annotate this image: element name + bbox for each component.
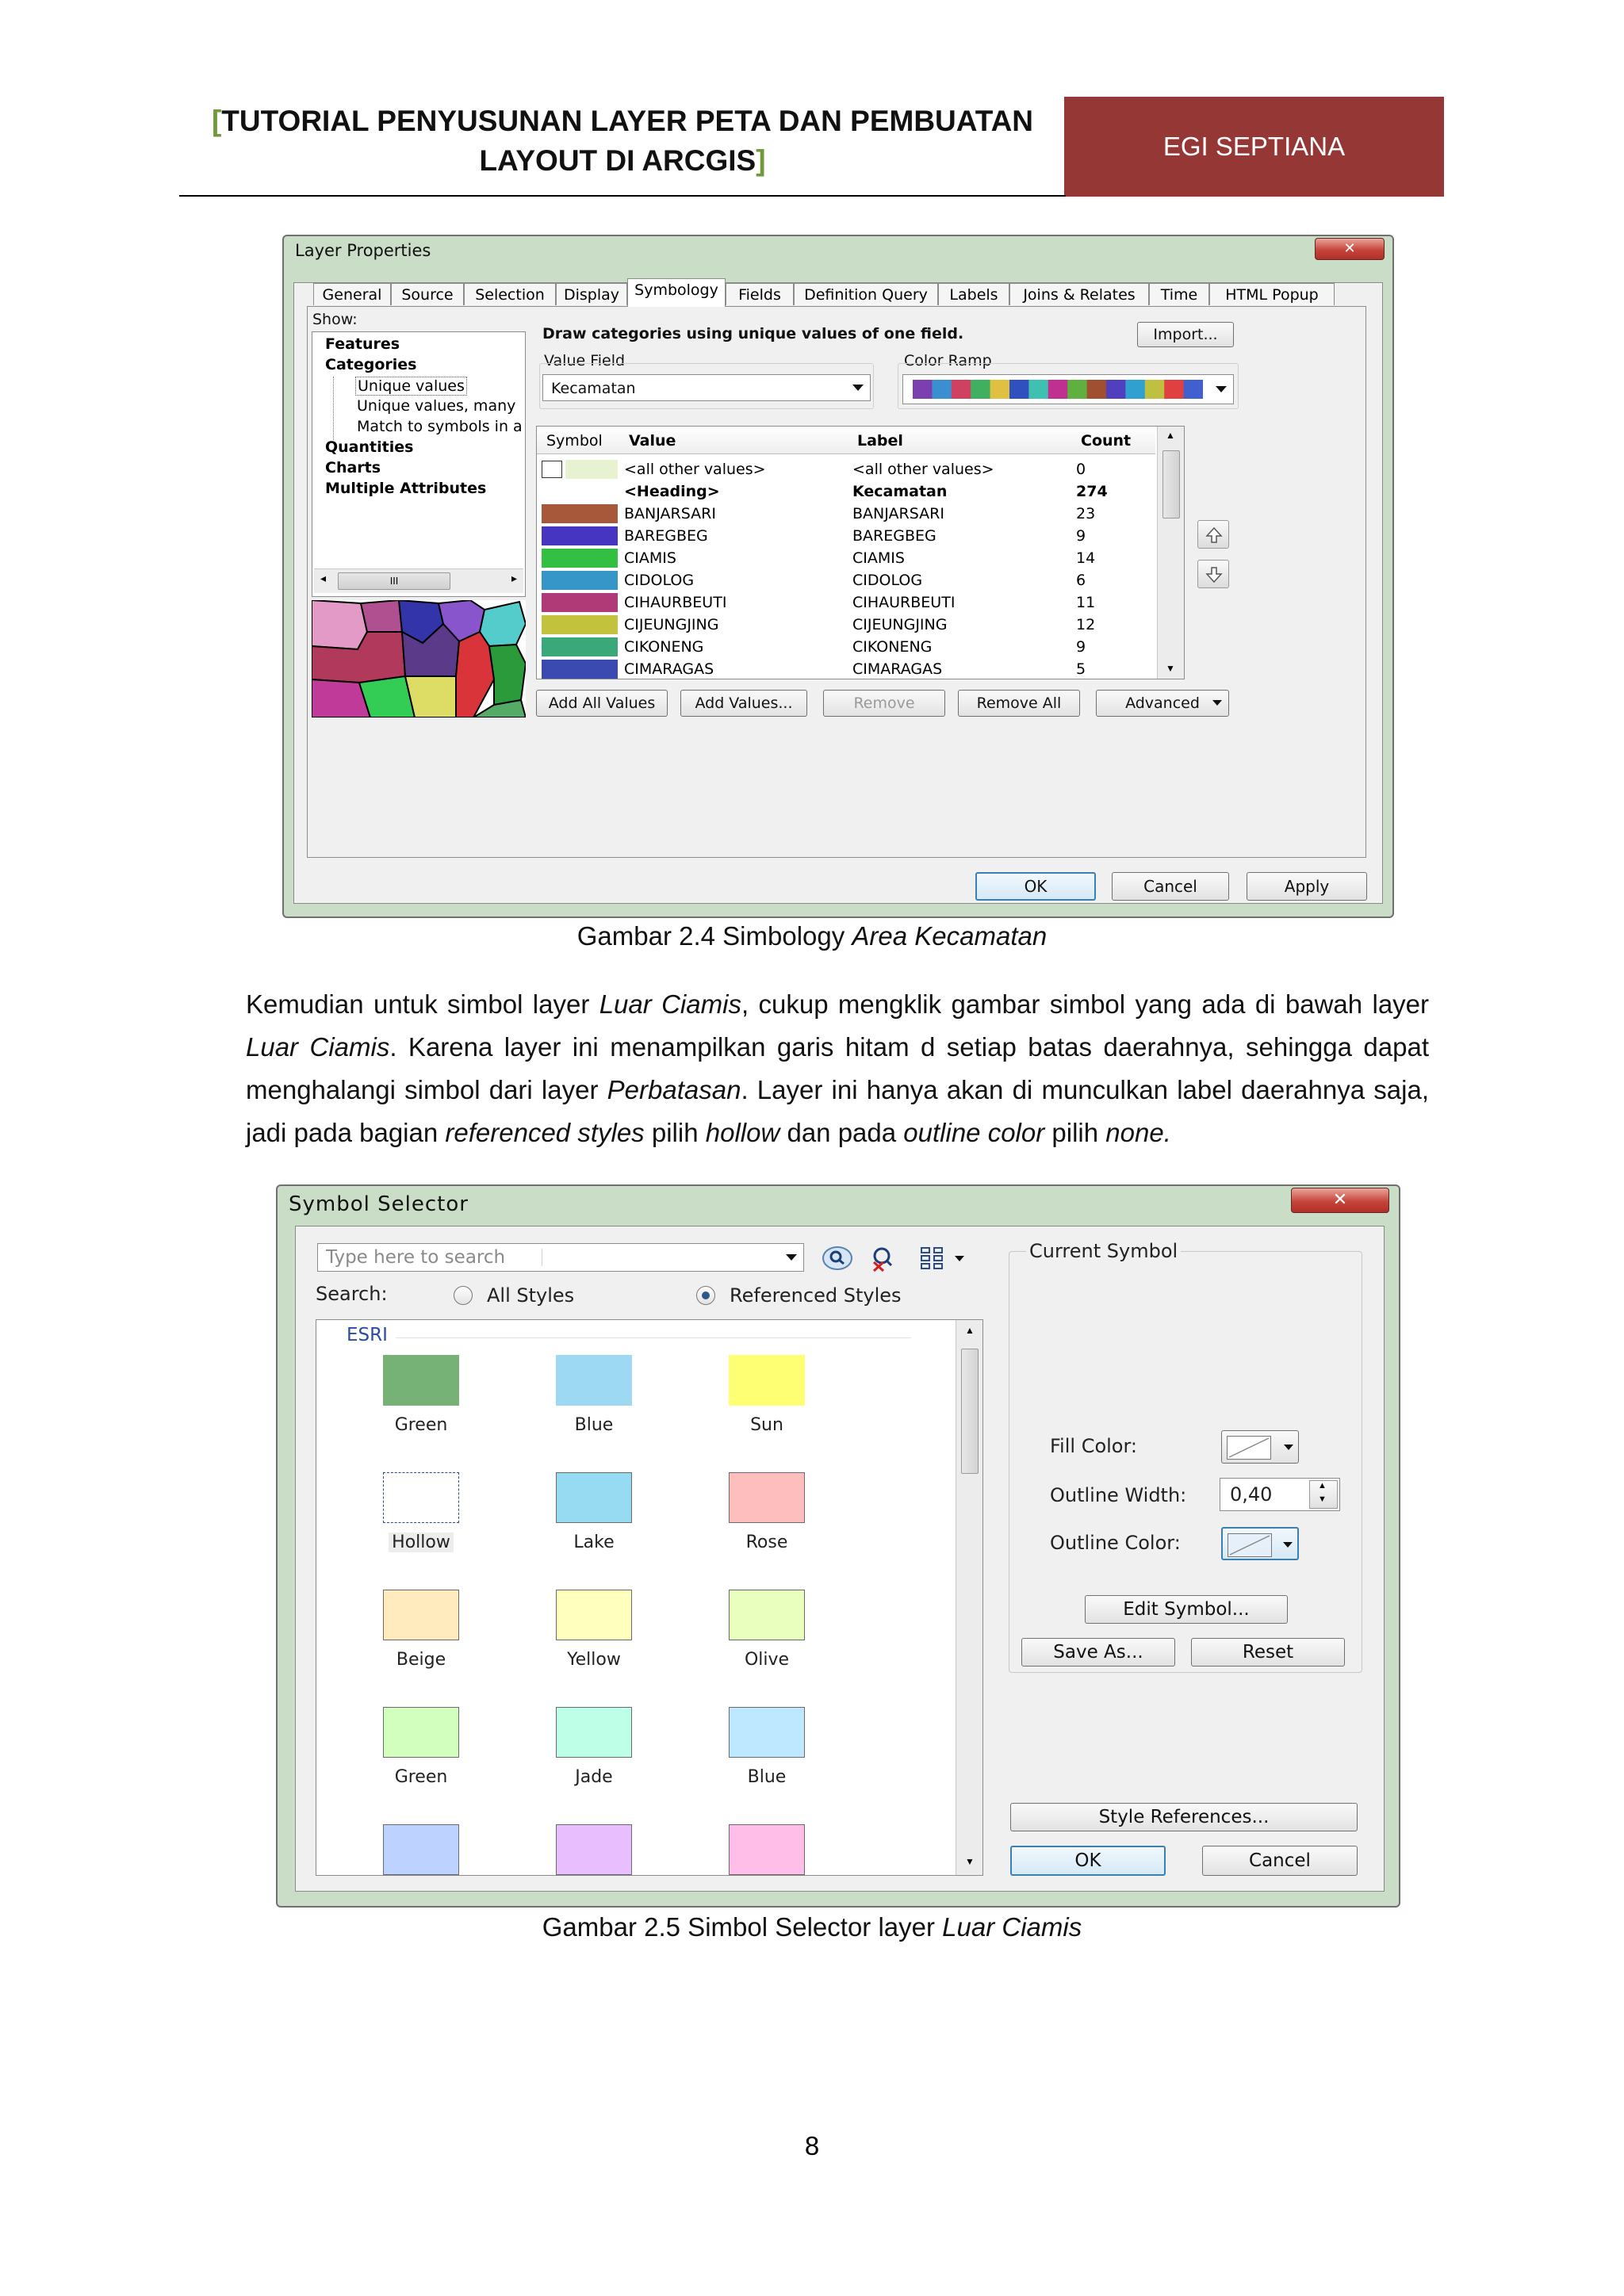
italic-text: none. — [1105, 1118, 1171, 1147]
count-cell: 11 — [1076, 594, 1096, 611]
edit-symbol-button[interactable]: Edit Symbol... — [1085, 1595, 1288, 1624]
tab-source[interactable]: Source — [391, 283, 464, 305]
all-styles-radio[interactable] — [454, 1286, 473, 1305]
move-down-button[interactable] — [1197, 560, 1229, 588]
color-ramp-segment — [1164, 380, 1184, 399]
add-values-button[interactable]: Add Values... — [680, 690, 807, 717]
symbol-cell[interactable] — [540, 636, 624, 658]
advanced-label: Advanced — [1125, 695, 1200, 712]
color-ramp-segment — [913, 380, 933, 399]
scroll-up-icon[interactable]: ▲ — [1166, 430, 1175, 441]
label-cell: BANJARSARI — [852, 505, 944, 522]
color-ramp-segment — [990, 380, 1010, 399]
symbol-item[interactable] — [538, 1590, 649, 1670]
tree-quantities[interactable]: Quantities — [325, 438, 414, 456]
symbol-cell[interactable] — [540, 569, 624, 591]
value-cell: CIKONENG — [624, 638, 704, 656]
table-row[interactable] — [540, 458, 1147, 480]
value-cell: CIDOLOG — [624, 572, 695, 589]
color-ramp-swatch — [913, 380, 1203, 399]
all-styles-label: All Styles — [487, 1284, 575, 1307]
color-ramp-segment — [1106, 380, 1126, 399]
tab-definition-query[interactable]: Definition Query — [794, 283, 938, 305]
symbol-item-label: Green — [394, 1767, 448, 1787]
count-cell: 9 — [1076, 527, 1086, 545]
arrow-down-icon — [1205, 566, 1223, 584]
scroll-right-icon[interactable]: ▸ — [511, 572, 517, 585]
scroll-left-icon[interactable]: ◂ — [320, 572, 327, 585]
italic-text: hollow — [705, 1118, 780, 1147]
count-cell: 274 — [1076, 483, 1108, 500]
label-cell: CIAMIS — [852, 549, 905, 567]
window-title: Layer Properties — [295, 241, 431, 260]
symbol-preview[interactable] — [556, 1472, 632, 1523]
arrow-up-icon — [1205, 526, 1223, 544]
value-cell: <all other values> — [624, 461, 766, 478]
tree-match-symbols[interactable]: Match to symbols in a — [357, 418, 523, 435]
tree-categories[interactable]: Categories — [325, 356, 417, 373]
header-title-line2: LAYOUT DI ARCGIS — [479, 144, 756, 177]
symbol-preview[interactable] — [383, 1824, 459, 1875]
value-cell: BANJARSARI — [624, 505, 716, 522]
window-title: Symbol Selector — [289, 1192, 469, 1216]
outline-width-value: 0,40 — [1230, 1483, 1273, 1506]
color-ramp-segment — [1067, 380, 1087, 399]
map-region — [405, 676, 456, 718]
table-row[interactable] — [540, 658, 1147, 679]
value-cell: <Heading> — [624, 483, 720, 500]
value-cell: CIJEUNGJING — [624, 616, 719, 633]
map-region — [312, 600, 367, 649]
chevron-down-icon — [1216, 386, 1227, 392]
outline-color-swatch — [1228, 1533, 1272, 1557]
symbol-item-label: Hollow — [389, 1533, 454, 1552]
symbol-swatch[interactable] — [542, 593, 618, 612]
color-ramp-segment — [1145, 380, 1165, 399]
stepper-up-icon[interactable]: ▲ — [1318, 1481, 1327, 1490]
italic-text: Luar Ciamis — [246, 1032, 390, 1062]
color-ramp-label: Color Ramp — [904, 352, 992, 369]
referenced-styles-radio[interactable] — [696, 1286, 715, 1305]
symbol-preview[interactable] — [556, 1824, 632, 1875]
vscroll-thumb[interactable] — [1162, 450, 1180, 519]
close-button[interactable]: ✕ — [1291, 1188, 1389, 1213]
symbol-class-table — [540, 430, 1152, 452]
symbol-item[interactable] — [366, 1472, 477, 1552]
symbol-swatch[interactable] — [542, 615, 618, 634]
label-cell: CIHAURBEUTI — [852, 594, 956, 611]
paragraph-text: Kemudian untuk simbol layer — [246, 989, 599, 1019]
tree-charts[interactable]: Charts — [325, 459, 381, 476]
search-combobox[interactable] — [317, 1243, 804, 1272]
italic-text: referenced styles — [445, 1118, 645, 1147]
caption1-text: Gambar 2.4 Simbology — [576, 921, 852, 951]
header-divider — [179, 195, 1066, 197]
symbol-item[interactable] — [538, 1472, 649, 1552]
clear-search-icon[interactable] — [868, 1245, 902, 1272]
symbol-preview[interactable] — [556, 1355, 632, 1406]
symbol-item-label: Jade — [575, 1767, 613, 1787]
figure-caption-1 — [0, 921, 1624, 951]
header-author-box — [1064, 97, 1444, 197]
label-cell: Kecamatan — [852, 483, 948, 500]
group-divider — [396, 1337, 911, 1338]
color-ramp-segment — [1028, 380, 1048, 399]
symbol-preview[interactable] — [729, 1355, 805, 1406]
show-label: Show: — [312, 311, 358, 328]
color-ramp-segment — [1048, 380, 1068, 399]
view-options-icon[interactable] — [920, 1246, 969, 1270]
table-row[interactable] — [540, 503, 1147, 525]
chevron-down-icon — [786, 1254, 797, 1261]
value-cell: CIHAURBEUTI — [624, 594, 727, 611]
no-color-icon — [1228, 1437, 1270, 1459]
symbol-preview[interactable] — [383, 1355, 459, 1406]
count-cell: 12 — [1076, 616, 1096, 633]
symbol-item-label: Blue — [574, 1415, 614, 1435]
color-ramp-segment — [971, 380, 990, 399]
tree-unique-values[interactable]: Unique values — [355, 377, 467, 396]
paragraph-text: , cukup mengklik gambar simbol yang ada di bawah layer — [741, 989, 1430, 1019]
symbol-item[interactable] — [711, 1824, 822, 1876]
scroll-up-icon[interactable]: ▲ — [965, 1325, 975, 1336]
remove-all-button[interactable]: Remove All — [958, 690, 1080, 717]
search-input[interactable]: Type here to search — [326, 1247, 506, 1268]
import-button[interactable]: Import... — [1137, 322, 1234, 347]
symbol-item-label: Yellow — [567, 1650, 621, 1670]
count-cell: 6 — [1076, 572, 1086, 589]
symbol-item[interactable] — [711, 1707, 822, 1787]
color-ramp-segment — [952, 380, 971, 399]
tab-html-popup[interactable]: HTML Popup — [1209, 283, 1335, 305]
value-field-label: Value Field — [544, 352, 626, 369]
reset-button[interactable]: Reset — [1191, 1638, 1345, 1667]
advanced-button[interactable] — [1096, 690, 1229, 717]
table-row[interactable] — [540, 547, 1147, 569]
color-ramp-dropdown[interactable] — [902, 374, 1234, 404]
gallery-vscrollbar[interactable] — [956, 1320, 983, 1875]
table-row[interactable] — [540, 614, 1147, 636]
symbology-heading: Draw categories using unique values of one field. — [542, 325, 964, 342]
symbol-swatch[interactable] — [542, 549, 618, 568]
symbol-item-label: Olive — [744, 1650, 790, 1670]
show-tree — [312, 331, 526, 597]
tree-connector — [333, 377, 335, 440]
cancel-button[interactable]: Cancel — [1202, 1846, 1358, 1876]
symbol-item[interactable] — [711, 1472, 822, 1552]
apply-button[interactable]: Apply — [1247, 872, 1367, 901]
symbol-class-list — [536, 426, 1185, 679]
scroll-down-icon[interactable]: ▼ — [1166, 663, 1175, 674]
label-cell: CIDOLOG — [852, 572, 923, 589]
count-cell: 9 — [1076, 638, 1086, 656]
value-cell: CIAMIS — [624, 549, 676, 567]
symbol-item[interactable] — [538, 1824, 649, 1876]
save-as-button[interactable]: Save As... — [1021, 1638, 1175, 1667]
scroll-down-icon[interactable]: ▼ — [965, 1856, 975, 1867]
symbol-item-label: Rose — [745, 1533, 788, 1552]
style-references-button[interactable]: Style References... — [1010, 1803, 1358, 1831]
symbol-preview[interactable] — [556, 1590, 632, 1640]
paragraph-text: . Layer ini hanya akan di munculkan label daerahnya saja, jadi pada bagian — [246, 1075, 1429, 1147]
column-header-label[interactable]: Label — [857, 432, 903, 450]
current-symbol-label: Current Symbol — [1026, 1240, 1181, 1262]
list-header-row — [540, 430, 1152, 452]
search-icon[interactable] — [822, 1245, 853, 1272]
color-ramp-segment — [1184, 380, 1203, 399]
ok-button[interactable]: OK — [975, 872, 1096, 901]
label-cell: CIKONENG — [852, 638, 933, 656]
symbol-preview[interactable] — [729, 1824, 805, 1875]
tab-display[interactable]: Display — [556, 283, 627, 305]
list-vscrollbar[interactable] — [1157, 427, 1185, 679]
symbol-item[interactable] — [366, 1824, 477, 1876]
add-all-values-button[interactable]: Add All Values — [536, 690, 668, 717]
referenced-styles-label: Referenced Styles — [730, 1284, 902, 1307]
label-cell: CIJEUNGJING — [852, 616, 948, 633]
symbol-cell[interactable] — [540, 525, 624, 547]
outline-width-label: Outline Width: — [1050, 1484, 1187, 1506]
remove-button[interactable]: Remove — [823, 690, 945, 717]
map-region — [489, 645, 526, 705]
gallery-group-label: ESRI — [347, 1325, 388, 1345]
value-field-selected: Kecamatan — [551, 380, 636, 397]
map-region — [361, 600, 402, 632]
outline-color-label: Outline Color: — [1050, 1532, 1181, 1554]
color-ramp-segment — [1125, 380, 1145, 399]
tab-fields[interactable]: Fields — [726, 283, 794, 305]
symbol-item[interactable] — [366, 1590, 477, 1670]
caption1-italic: Area Kecamatan — [852, 921, 1048, 951]
symbol-cell[interactable] — [540, 503, 624, 525]
header-title-line1: TUTORIAL PENYUSUNAN LAYER PETA DAN PEMBUATAN — [221, 105, 1034, 137]
outline-width-input[interactable] — [1220, 1478, 1340, 1511]
italic-text: outline color — [903, 1118, 1045, 1147]
stepper-down-icon[interactable]: ▼ — [1318, 1494, 1327, 1504]
no-color-icon — [1228, 1534, 1271, 1556]
chevron-down-icon — [1212, 700, 1222, 706]
chevron-down-icon — [852, 385, 864, 391]
tree-unique-values-many[interactable]: Unique values, many — [357, 397, 516, 415]
symbol-preview[interactable] — [556, 1707, 632, 1758]
color-ramp-segment — [932, 380, 952, 399]
hscroll-thumb[interactable] — [338, 572, 450, 590]
paragraph-text: pilih — [644, 1118, 706, 1147]
symbol-item-label: Blue — [747, 1767, 787, 1787]
symbol-swatch[interactable] — [542, 526, 618, 545]
table-row[interactable] — [540, 636, 1147, 658]
paragraph-text: dan pada — [779, 1118, 904, 1147]
symbol-item[interactable] — [711, 1590, 822, 1670]
caption2-text: Gambar 2.5 Simbol Selector layer — [542, 1912, 943, 1942]
italic-text: Perbatasan — [607, 1075, 741, 1104]
symbology-preview-map — [312, 600, 526, 718]
label-cell: <all other values> — [852, 461, 994, 478]
symbol-cell[interactable] — [540, 480, 624, 503]
hscroll-grip: III — [389, 576, 399, 587]
column-header-symbol[interactable]: Symbol — [546, 432, 603, 450]
count-cell: 23 — [1076, 505, 1096, 522]
tab-symbology[interactable]: Symbology — [627, 278, 726, 307]
cancel-button[interactable]: Cancel — [1112, 872, 1229, 901]
chevron-down-icon — [1283, 1542, 1293, 1548]
chevron-down-icon — [1284, 1445, 1293, 1450]
symbol-class-rows — [540, 458, 1147, 679]
visibility-checkbox[interactable] — [542, 461, 562, 478]
table-row[interactable] — [540, 591, 1147, 614]
tab-general[interactable]: General — [313, 283, 391, 305]
bracket-open: [ — [211, 105, 222, 137]
symbol-item[interactable] — [366, 1707, 477, 1787]
symbol-swatch[interactable] — [542, 504, 618, 523]
symbol-cell[interactable] — [540, 591, 624, 614]
outline-color-button[interactable] — [1221, 1527, 1299, 1560]
table-row[interactable] — [540, 569, 1147, 591]
bracket-close: ] — [756, 144, 766, 177]
symbol-item[interactable] — [366, 1355, 477, 1435]
value-cell: BAREGBEG — [624, 527, 708, 545]
fill-color-label: Fill Color: — [1050, 1435, 1138, 1457]
symbol-cell[interactable] — [540, 458, 624, 480]
move-up-button[interactable] — [1197, 520, 1229, 549]
body-paragraph — [246, 983, 1429, 1154]
outline-width-stepper[interactable] — [1309, 1480, 1338, 1509]
vscroll-thumb[interactable] — [961, 1349, 979, 1474]
value-cell: CIMARAGAS — [624, 660, 714, 678]
column-header-count[interactable]: Count — [1081, 432, 1132, 450]
symbol-cell[interactable] — [540, 547, 624, 569]
symbol-item[interactable] — [538, 1707, 649, 1787]
paragraph-text: pilih — [1044, 1118, 1106, 1147]
tree-features[interactable]: Features — [325, 335, 400, 353]
color-ramp-segment — [1009, 380, 1029, 399]
search-label: Search: — [316, 1283, 388, 1305]
symbol-swatch[interactable] — [542, 571, 618, 590]
symbol-preview[interactable] — [383, 1472, 459, 1523]
count-cell: 0 — [1076, 461, 1086, 478]
figure-caption-2 — [0, 1912, 1624, 1942]
fill-color-button[interactable] — [1221, 1430, 1299, 1464]
symbol-item[interactable] — [538, 1355, 649, 1435]
page-number: 8 — [804, 2131, 820, 2160]
map-region — [480, 602, 526, 646]
count-cell: 14 — [1076, 549, 1096, 567]
symbol-preview[interactable] — [729, 1707, 805, 1758]
column-header-value[interactable]: Value — [629, 432, 676, 450]
tab-time[interactable]: Time — [1149, 283, 1209, 305]
symbol-swatch[interactable] — [565, 460, 618, 479]
symbol-item-label: Green — [394, 1415, 448, 1435]
symbol-swatch[interactable] — [542, 637, 618, 656]
value-field-dropdown[interactable] — [542, 374, 871, 401]
paragraph-text: . Karena layer ini menampilkan garis hitam d setiap batas daerahnya, sehingga dapat menghalangi simbol dari layer — [246, 1032, 1429, 1104]
tab-joins-relates[interactable]: Joins & Relates — [1009, 283, 1149, 305]
table-row[interactable] — [540, 525, 1147, 547]
color-ramp-segment — [1087, 380, 1107, 399]
tab-selection[interactable]: Selection — [464, 283, 556, 305]
fill-color-swatch — [1227, 1436, 1271, 1460]
symbol-gallery — [316, 1319, 983, 1876]
document-header-title — [182, 101, 1063, 181]
caption2-italic: Luar Ciamis — [942, 1912, 1082, 1942]
symbol-preview[interactable] — [383, 1590, 459, 1640]
label-cell: CIMARAGAS — [852, 660, 943, 678]
symbol-item-label: Sun — [750, 1415, 783, 1435]
symbol-preview[interactable] — [729, 1590, 805, 1640]
tree-hscrollbar[interactable] — [314, 568, 523, 593]
count-cell: 5 — [1076, 660, 1086, 678]
table-row[interactable] — [540, 480, 1147, 503]
symbol-item-label: Beige — [396, 1650, 446, 1670]
ok-button[interactable]: OK — [1010, 1846, 1166, 1876]
symbol-cell[interactable] — [540, 614, 624, 636]
header-author: EGI SEPTIANA — [1162, 132, 1346, 161]
symbol-preview[interactable] — [383, 1707, 459, 1758]
symbol-item-label: Lake — [573, 1533, 615, 1552]
symbol-item[interactable] — [711, 1355, 822, 1435]
tab-labels[interactable]: Labels — [938, 283, 1009, 305]
symbol-cell[interactable] — [540, 658, 624, 679]
symbol-swatch[interactable] — [542, 660, 618, 679]
label-cell: BAREGBEG — [852, 527, 936, 545]
close-button[interactable]: ✕ — [1315, 238, 1385, 260]
symbol-preview[interactable] — [729, 1472, 805, 1523]
tree-multiple-attributes[interactable]: Multiple Attributes — [325, 480, 487, 497]
italic-text: Luar Ciamis — [599, 989, 741, 1019]
